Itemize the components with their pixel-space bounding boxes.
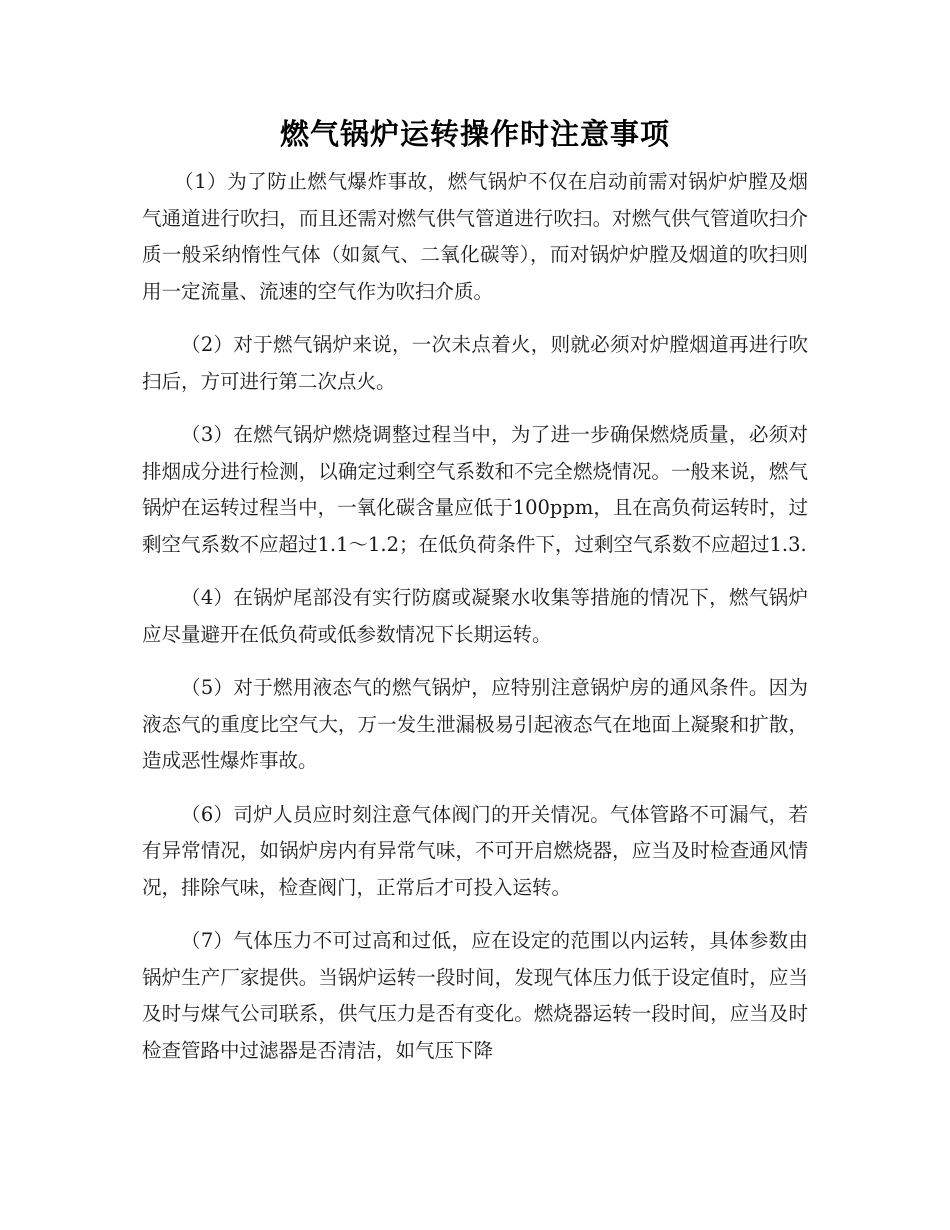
paragraph-6: （6）司炉人员应时刻注意气体阀门的开关情况。气体管路不可漏气，若有异常情况，如锅炉房内有异常气味，不可开启燃烧器，应当及时检查通风情况，排除气味，检查阀门，正常后才可投入运转。 [142,802,808,899]
paragraph-3: （3）在燃气锅炉燃烧调整过程当中，为了进一步确保燃烧质量，必须对排烟成分进行检测，以确定过剩空气系数和不完全燃烧情况。一般来说，燃气锅炉在运转过程当中，一氧化碳含量应低于100ppm，且在高负荷运转时，过剩空气系数不应超过1.1～1.2；在低负荷条件下，过剩空气系数不应超过1.3. [142,423,808,556]
paragraph-7: （7）气体压力不可过高和过低，应在设定的范围以内运转，具体参数由锅炉生产厂家提供。当锅炉运转一段时间，发现气体压力低于设定值时，应当及时与煤气公司联系，供气压力是否有变化。燃烧器运转一段时间，应当及时检查管路中过滤器是否清洁，如气压下降 [142,929,808,1062]
document-title: 燃气锅炉运转操作时注意事项 [279,117,670,151]
document-body [142,164,808,1069]
paragraph-5: （5）对于燃用液态气的燃气锅炉，应特别注意锅炉房的通风条件。因为液态气的重度比空气大，万一发生泄漏极易引起液态气在地面上凝聚和扩散，造成恶性爆炸事故。 [142,676,808,772]
paragraph-2: （2）对于燃气锅炉来说，一次未点着火，则就必须对炉膛烟道再进行吹扫后，方可进行第二次点火。 [142,333,808,393]
paragraph-1: （1）为了防止燃气爆炸事故，燃气锅炉不仅在启动前需对锅炉炉膛及烟气通道进行吹扫，而且还需对燃气供气管道进行吹扫。对燃气供气管道吹扫介质一般采纳惰性气体（如氮气、二氧化碳等），而对锅炉炉膛及烟道的吹扫则用一定流量、流速的空气作为吹扫介质。 [142,170,808,303]
paragraph-4: （4）在锅炉尾部没有实行防腐或凝聚水收集等措施的情况下，燃气锅炉应尽量避开在低负荷或低参数情况下长期运转。 [142,586,808,646]
